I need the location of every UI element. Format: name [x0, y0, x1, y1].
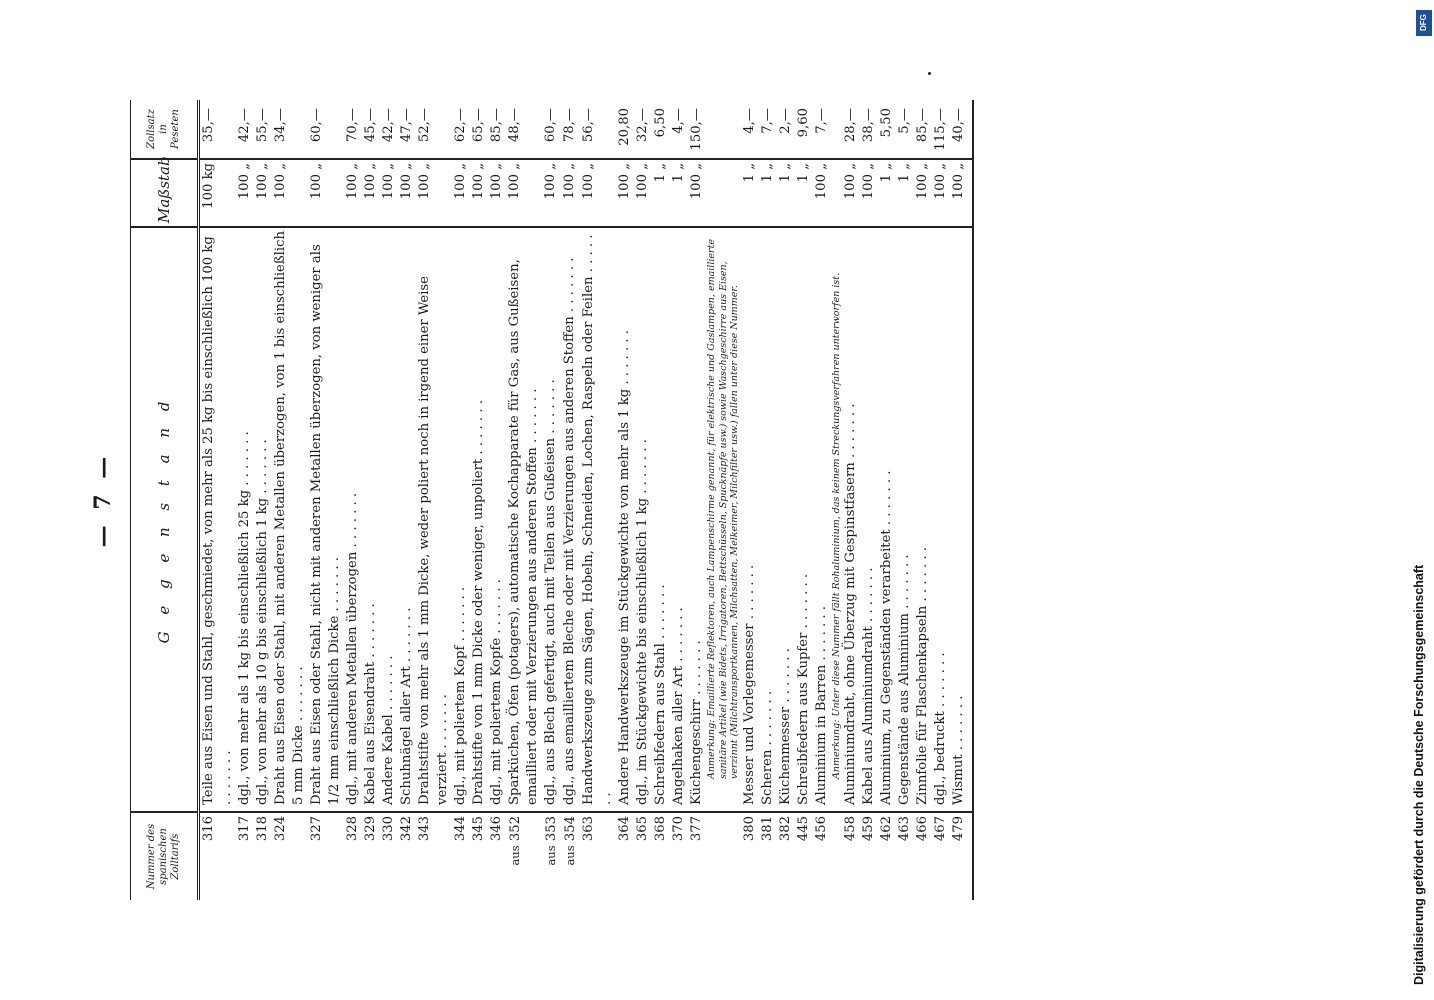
unit-of-measure: 100 kg [199, 159, 237, 227]
tariff-prefix: aus [508, 845, 522, 866]
leader-dots: . . . . . . . [741, 564, 757, 624]
tariff-number [272, 812, 308, 900]
tariff-number-value: 463 [897, 816, 912, 842]
tariff-number [488, 812, 506, 900]
item-description [932, 227, 950, 812]
tariff-number [580, 812, 616, 900]
item-description [813, 227, 843, 812]
tariff-number-value: 354 [563, 816, 578, 842]
leader-dots: . . . . . . . [897, 554, 912, 614]
item-text: Kabel aus Aluminiumdraht [861, 626, 876, 805]
tariff-number [308, 812, 344, 900]
table-row [688, 100, 741, 900]
table-row [777, 100, 795, 900]
header-unit: Maßstab [131, 159, 199, 227]
table-row [860, 100, 878, 900]
table-row [813, 100, 843, 900]
leader-dots: . . . . . . . [453, 586, 468, 646]
duty-rate: 28,— [843, 108, 858, 143]
leader-dots: . . . . . . . [237, 431, 252, 490]
item-text: dgl., aus Blech gefertigt, auch mit Teilen aus Gußeisen [543, 437, 558, 805]
duty-rate: 55,— [255, 108, 270, 143]
item-text: Gegenstände aus Aluminium [897, 613, 912, 805]
item-description [199, 227, 237, 812]
tariff-table [130, 100, 974, 900]
table-row [896, 100, 914, 900]
leader-dots: . . . . . . . [951, 695, 966, 755]
tariff-number [542, 812, 561, 900]
item-description [308, 227, 344, 812]
item-description [741, 227, 759, 812]
item-description [254, 227, 272, 812]
item-text: Kabel aus Eisendraht [363, 662, 378, 805]
item-text: dgl., im Stückgewichte bis einschließlich 1 kg [635, 497, 650, 805]
item-description [688, 227, 741, 812]
item-note: Anmerkung: Unter diese Nummer fällt Rohaluminium, das keinem Streckungsverfahren unterworfen ist. [830, 272, 842, 779]
item-text: Küchengeschirr [689, 699, 704, 805]
item-description [506, 227, 542, 812]
table-row [652, 100, 670, 900]
tariff-number [380, 812, 398, 900]
leader-dots: . . . . . . . [689, 640, 704, 700]
leader-dots: . . . . . . . [562, 257, 577, 317]
tariff-number-value: 370 [671, 816, 686, 842]
table-row [452, 100, 470, 900]
item-text: dgl., aus emailliertem Bleche oder mit Verzierungen aus anderen Stoffen [562, 316, 577, 805]
item-description [759, 227, 777, 812]
unit-of-measure: 100 „ [362, 159, 380, 227]
tariff-number [506, 812, 542, 900]
table-row [795, 100, 813, 900]
table-row [380, 100, 398, 900]
item-description [380, 227, 398, 812]
item-description [416, 227, 452, 812]
tariff-number [842, 812, 860, 900]
item-description [950, 227, 973, 812]
duty-rate: 5,50 [879, 108, 894, 138]
unit-of-measure: 100 „ [813, 159, 843, 227]
tariff-number [741, 812, 759, 900]
tariff-number [452, 812, 470, 900]
item-text: Aluminium in Barren [813, 664, 829, 805]
leader-dots: . . . . . . . [381, 655, 396, 715]
item-text: Drahtstifte von 1 mm Dicke oder weniger, unpoliert [471, 458, 486, 805]
tariff-number [932, 812, 950, 900]
leader-dots: . . . . . . . [777, 648, 793, 707]
unit-of-measure: 100 „ [254, 159, 272, 227]
item-text: Wismut [951, 754, 966, 805]
table-row [362, 100, 380, 900]
tariff-number [398, 812, 416, 900]
tariff-number-value: 445 [795, 816, 811, 842]
tariff-number-value: 328 [345, 816, 360, 842]
item-text: Küchenmesser [777, 706, 793, 805]
tariff-number-value: 368 [653, 816, 668, 842]
digitization-credit: Digitalisierung gefördert durch die Deutsche Forschungsgemeinschaft [1412, 564, 1426, 985]
unit-of-measure: 100 „ [452, 159, 470, 227]
tariff-number-value: 344 [453, 816, 468, 842]
tariff-number-value: 467 [933, 816, 948, 842]
leader-dots: . . . . . . . [489, 579, 504, 638]
leader-dots: . . . . . . . [327, 557, 342, 616]
unit-of-measure: 100 „ [272, 159, 308, 227]
item-text: Handwerkszeuge zum Sägen, Hobeln, Schneiden, Lochen, Raspeln oder Feilen [581, 276, 596, 805]
item-description [652, 227, 670, 812]
leader-dots: . . . . . . . [933, 652, 948, 712]
tariff-number [616, 812, 634, 900]
leader-dots: . . . . . . . [525, 388, 540, 448]
leader-dots: . . . . . . . [635, 439, 650, 498]
unit-of-measure: 1 „ [741, 159, 759, 227]
leader-dots: . . . . . . . [543, 379, 558, 438]
tariff-number [795, 812, 813, 900]
tariff-number-value: 324 [273, 816, 288, 842]
tariff-number-value: 381 [759, 816, 775, 842]
tariff-number [914, 812, 932, 900]
item-description [795, 227, 813, 812]
duty-rate: 47,— [399, 108, 414, 143]
item-description [670, 227, 688, 812]
item-description [236, 227, 254, 812]
leader-dots: . . . . . . . [581, 234, 614, 805]
duty-rate: 56,— [581, 108, 596, 143]
item-description [842, 227, 860, 812]
leader-dots: . . . . . . . [219, 750, 234, 805]
duty-rate: 78,— [562, 108, 577, 143]
leader-dots: . . . . . . . [435, 694, 450, 753]
unit-of-measure: 100 „ [308, 159, 344, 227]
tariff-number-value: 459 [861, 816, 876, 842]
header-item: G e g e n s t a n d [131, 227, 199, 812]
tariff-number-value: 318 [255, 816, 270, 842]
item-note: Anmerkung: Emaillierte Reflektoren, auch Lampenschirme genannt, für elektrische und Gaslampen, emaillierte sanitäre Artikel (wie Bidets, Irrigatoren, Bettschüsseln, Spucknäpfe usw.) sowie Waschgeschirre aus Eisen, verzinnt (Milchtransportkannen, Milchsatten, Melkeimer, Milchfilter usw.) fallen unter diese Nummer. [706, 238, 740, 779]
unit-of-measure: 100 „ [542, 159, 561, 227]
leader-dots: . . . . . . . [617, 330, 632, 389]
table-row [759, 100, 777, 900]
scan-speck [928, 72, 931, 75]
table-row [398, 100, 416, 900]
item-description [914, 227, 932, 812]
duty-rate: 6,50 [653, 108, 668, 138]
item-text: Messer und Vorlegemesser [741, 623, 757, 805]
item-text: dgl., mit poliertem Kopfe [489, 637, 504, 805]
leader-dots: . . . . . . . [471, 400, 486, 459]
tariff-number [561, 812, 580, 900]
unit-of-measure: 100 „ [344, 159, 362, 227]
leader-dots: . . . . . . . [879, 470, 894, 530]
table-row [199, 100, 237, 900]
table-row [506, 100, 542, 900]
table-row [344, 100, 362, 900]
duty-rate: 7,— [813, 108, 829, 134]
item-description [634, 227, 652, 812]
leader-dots: . . . . . . . [345, 492, 360, 552]
tariff-number [896, 812, 914, 900]
unit-of-measure: 100 „ [932, 159, 950, 227]
dfg-logo: DFG [1416, 10, 1432, 36]
tariff-number-value: 364 [617, 816, 632, 842]
leader-dots: . . . . . . . [915, 547, 930, 606]
table-row [634, 100, 652, 900]
tariff-number [470, 812, 488, 900]
tariff-number [416, 812, 452, 900]
leader-dots: . . . . . . . [653, 584, 668, 644]
unit-of-measure: 1 „ [896, 159, 914, 227]
unit-of-measure: 1 „ [795, 159, 813, 227]
tariff-number [254, 812, 272, 900]
item-description [488, 227, 506, 812]
unit-of-measure: 100 „ [860, 159, 878, 227]
table-row [561, 100, 580, 900]
table-row [914, 100, 932, 900]
tariff-number [344, 812, 362, 900]
leader-dots: . . . . . . . [671, 607, 686, 666]
item-text: Andere Kabel [381, 714, 396, 805]
table-row [542, 100, 561, 900]
duty-rate: 62,— [453, 108, 468, 143]
duty-rate: 38,— [861, 108, 876, 143]
leader-dots: . . . . . . . [399, 607, 414, 667]
tariff-number-value: 466 [915, 816, 930, 842]
rotated-page [90, 100, 1290, 900]
leader-dots: . . . . . . . [759, 690, 775, 750]
duty-rate: 150,— [689, 108, 704, 151]
duty-rate: 2,— [777, 108, 793, 134]
tariff-number-value: 329 [363, 816, 378, 842]
unit-of-measure: 1 „ [777, 159, 795, 227]
table-row [616, 100, 634, 900]
tariff-number [652, 812, 670, 900]
duty-rate: 85,— [915, 108, 930, 143]
tariff-number [878, 812, 896, 900]
duty-rate: 40,— [950, 100, 973, 159]
tariff-number-value: 342 [399, 816, 414, 842]
tariff-number-value: 377 [689, 816, 704, 842]
unit-of-measure: 100 „ [506, 159, 542, 227]
item-text: Draht aus Eisen oder Stahl, nicht mit anderen Metallen überzogen, von weniger als 1/2 mm einschließlich Dicke [309, 244, 342, 805]
tariff-number [688, 812, 741, 900]
duty-rate: 9,60 [795, 108, 811, 138]
leader-dots: . . . . . . . [255, 439, 270, 498]
item-description [470, 227, 488, 812]
tariff-number-value: 382 [777, 816, 793, 842]
leader-dots: . . . . . . . [861, 567, 876, 627]
header-duty: Zollsatz in Peseten [131, 100, 199, 159]
tariff-number-value: 458 [843, 816, 858, 842]
unit-of-measure: 1 „ [759, 159, 777, 227]
tariff-number [236, 812, 254, 900]
table-row [932, 100, 950, 900]
unit-of-measure: 100 „ [688, 159, 741, 227]
item-text: dgl., von mehr als 1 kg bis einschließlich 25 kg [237, 489, 252, 805]
duty-rate: 4,— [741, 108, 757, 134]
item-text: Schuhnägel aller Art [399, 666, 414, 805]
item-text: Draht aus Eisen oder Stahl, mit anderen Metallen überzogen, von 1 bis einschließlich 5 mm Dicke [273, 231, 306, 805]
item-text: dgl., mit poliertem Kopf [453, 645, 468, 805]
unit-of-measure: 100 „ [561, 159, 580, 227]
item-text: Teile aus Eisen und Stahl, geschmiedet, von mehr als 25 kg bis einschließlich 100 kg [201, 236, 216, 805]
tariff-number-value: 327 [309, 816, 324, 842]
unit-of-measure: 100 „ [842, 159, 860, 227]
duty-rate: 48,— [507, 108, 522, 143]
tariff-number [950, 812, 973, 900]
item-text: Aluminiumdraht, ohne Überzug mit Gespinstfasern [843, 462, 858, 805]
duty-rate: 60,— [309, 108, 324, 143]
table-row [308, 100, 344, 900]
item-description [344, 227, 362, 812]
leader-dots: . . . . . . . [843, 403, 858, 463]
tariff-number [199, 812, 237, 900]
item-text: Scheren [759, 749, 775, 805]
unit-of-measure: 100 „ [488, 159, 506, 227]
item-description [777, 227, 795, 812]
tariff-number-value: 316 [201, 816, 216, 842]
unit-of-measure: 1 „ [878, 159, 896, 227]
table-row [254, 100, 272, 900]
unit-of-measure: 1 „ [670, 159, 688, 227]
item-text: dgl., mit anderen Metallen überzogen [345, 551, 360, 805]
item-description [878, 227, 896, 812]
item-description [580, 227, 616, 812]
unit-of-measure: 100 „ [616, 159, 634, 227]
item-description [616, 227, 634, 812]
item-text: Schreibfedern aus Kupfer [795, 632, 811, 805]
unit-of-measure: 100 „ [634, 159, 652, 227]
item-text: Drahtstifte von mehr als 1 mm Dicke, weder poliert noch in irgend einer Weise verziert [417, 276, 450, 805]
header-number: Nummer des spanischen Zolltarifs [131, 812, 199, 900]
tariff-number-value: 462 [879, 816, 894, 842]
leader-dots: . . . . . . . [813, 606, 829, 665]
leader-dots: . . . . . . . [363, 603, 378, 662]
tariff-number-value: 380 [741, 816, 757, 842]
table-row [878, 100, 896, 900]
page-number: — 7 — [90, 452, 116, 548]
item-text: Sparküchen, Öfen (potagers), automatische Kochapparate für Gas, aus Gußeisen, emailliert oder mit Verzierungen aus anderen Stoffen [507, 259, 540, 805]
table-row [470, 100, 488, 900]
table-row [416, 100, 452, 900]
tariff-number-value: 346 [489, 816, 504, 842]
table-header-row [131, 100, 199, 900]
duty-rate: 85,— [489, 108, 504, 143]
tariff-number [670, 812, 688, 900]
item-text: Andere Handwerkszeuge im Stückgewichte von mehr als 1 kg [617, 388, 632, 805]
unit-of-measure: 100 „ [580, 159, 616, 227]
item-text: Aluminium, zu Gegenständen verarbeitet [879, 529, 894, 805]
unit-of-measure: 100 „ [470, 159, 488, 227]
duty-rate: 20,80 [617, 108, 632, 146]
duty-rate: 7,— [759, 108, 775, 134]
tariff-number-value: 363 [581, 816, 596, 842]
tariff-number-value: 352 [508, 816, 523, 842]
tariff-number [860, 812, 878, 900]
tariff-number [362, 812, 380, 900]
item-description [896, 227, 914, 812]
table-row [580, 100, 616, 900]
table-row [842, 100, 860, 900]
table-row [741, 100, 759, 900]
item-description [860, 227, 878, 812]
unit-of-measure: 100 „ [416, 159, 452, 227]
item-text: dgl., bedruckt [933, 711, 948, 805]
duty-rate: 42,— [381, 108, 396, 143]
unit-of-measure: 100 „ [236, 159, 254, 227]
item-text: Schreibfedern aus Stahl [653, 643, 668, 805]
item-description [362, 227, 380, 812]
leader-dots: . . . . . . . [291, 666, 306, 726]
duty-rate: 4,— [671, 108, 686, 134]
table-row [488, 100, 506, 900]
tariff-number-value: 479 [951, 816, 966, 842]
duty-rate: 42,— [237, 108, 252, 143]
duty-rate: 45,— [363, 108, 378, 143]
table-row [950, 100, 973, 900]
unit-of-measure: 100 „ [380, 159, 398, 227]
tariff-number [813, 812, 843, 900]
tariff-number [759, 812, 777, 900]
tariff-number-value: 317 [237, 816, 252, 842]
tariff-prefix: aus [544, 845, 558, 866]
item-description [398, 227, 416, 812]
duty-rate: 34,— [273, 108, 288, 143]
leader-dots: . . . . . . . [795, 573, 811, 633]
tariff-number-value: 345 [471, 816, 486, 842]
item-text: Zinnfolie für Flaschenkapseln [915, 605, 930, 805]
tariff-number-value: 365 [635, 816, 650, 842]
table-row [236, 100, 254, 900]
item-description [542, 227, 561, 812]
duty-rate: 52,— [417, 108, 432, 143]
tariff-number-value: 353 [544, 816, 559, 842]
item-description [452, 227, 470, 812]
unit-of-measure: 100 „ [398, 159, 416, 227]
unit-of-measure: 100 „ [914, 159, 932, 227]
item-text: dgl., von mehr als 10 g bis einschließlich 1 kg [255, 497, 270, 805]
duty-rate: 65,— [471, 108, 486, 143]
duty-rate: 115,— [933, 108, 948, 151]
tariff-prefix: aus [563, 845, 577, 866]
unit-of-measure: 100 „ [950, 159, 973, 227]
unit-of-measure: 1 „ [652, 159, 670, 227]
tariff-number-value: 330 [381, 816, 396, 842]
tariff-body [199, 100, 974, 900]
duty-rate: 60,— [543, 108, 558, 143]
tariff-number [634, 812, 652, 900]
item-description [272, 227, 308, 812]
duty-rate: 70,— [345, 108, 360, 143]
table-row [272, 100, 308, 900]
duty-rate: 35,— [201, 108, 216, 143]
tariff-number-value: 343 [417, 816, 432, 842]
tariff-number-value: 456 [813, 816, 829, 842]
item-text: Angelhaken aller Art [671, 665, 686, 805]
duty-rate: 5,— [897, 108, 912, 134]
item-description [561, 227, 580, 812]
table-row [670, 100, 688, 900]
duty-rate: 32,— [635, 108, 650, 143]
tariff-number [777, 812, 795, 900]
